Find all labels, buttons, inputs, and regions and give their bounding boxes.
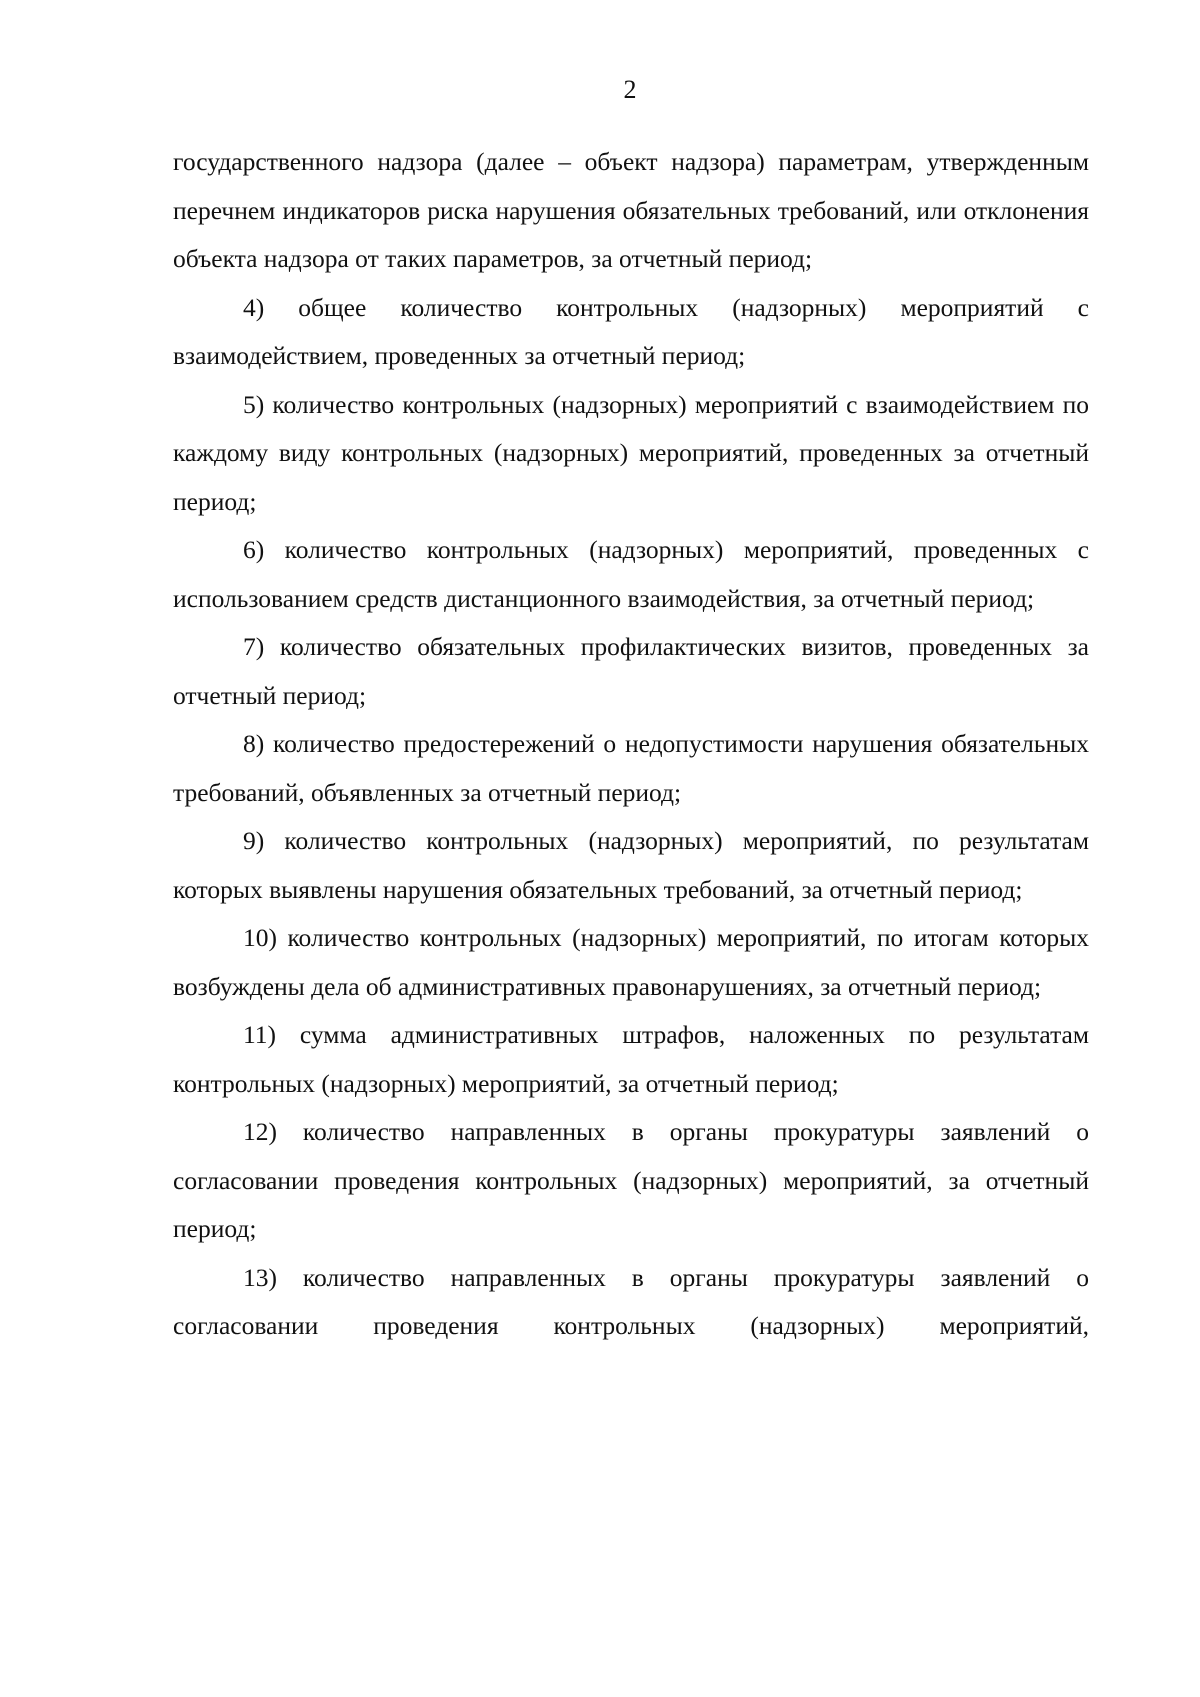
- paragraph-continuation: государственного надзора (далее – объект надзора) параметрам, утвержденным перечнем индикаторов риска нарушения обязательных требований, или отклонения объекта надзора от таких параметров, за отчетный период;: [173, 147, 1089, 273]
- list-item-8: 8) количество предостережений о недопустимости нарушения обязательных требований, объявленных за отчетный период;: [173, 729, 1089, 807]
- list-item-9: 9) количество контрольных (надзорных) мероприятий, по результатам которых выявлены нарушения обязательных требований, за отчетный период;: [173, 826, 1089, 904]
- document-body: [173, 138, 1089, 1351]
- list-item-7: 7) количество обязательных профилактических визитов, проведенных за отчетный период;: [173, 632, 1089, 710]
- list-item-5: 5) количество контрольных (надзорных) мероприятий с взаимодействием по каждому виду контрольных (надзорных) мероприятий, проведенных за отчетный период;: [173, 389, 1089, 516]
- page-number: 2: [623, 75, 637, 104]
- list-item-13: 13) количество направленных в органы прокуратуры заявлений о согласовании проведения контрольных (надзорных) мероприятий,: [173, 1262, 1089, 1340]
- list-item-10: 10) количество контрольных (надзорных) мероприятий, по итогам которых возбуждены дела об административных правонарушениях, за отчетный период;: [173, 923, 1089, 1001]
- list-item-4: 4) общее количество контрольных (надзорных) мероприятий с взаимодействием, проведенных за отчетный период;: [173, 292, 1089, 370]
- list-item-11: 11) сумма административных штрафов, наложенных по результатам контрольных (надзорных) мероприятий, за отчетный период;: [173, 1020, 1089, 1098]
- list-item-12: 12) количество направленных в органы прокуратуры заявлений о согласовании проведения контрольных (надзорных) мероприятий, за отчетный период;: [173, 1117, 1089, 1243]
- list-item-6: 6) количество контрольных (надзорных) мероприятий, проведенных с использованием средств дистанционного взаимодействия, за отчетный период;: [173, 535, 1089, 613]
